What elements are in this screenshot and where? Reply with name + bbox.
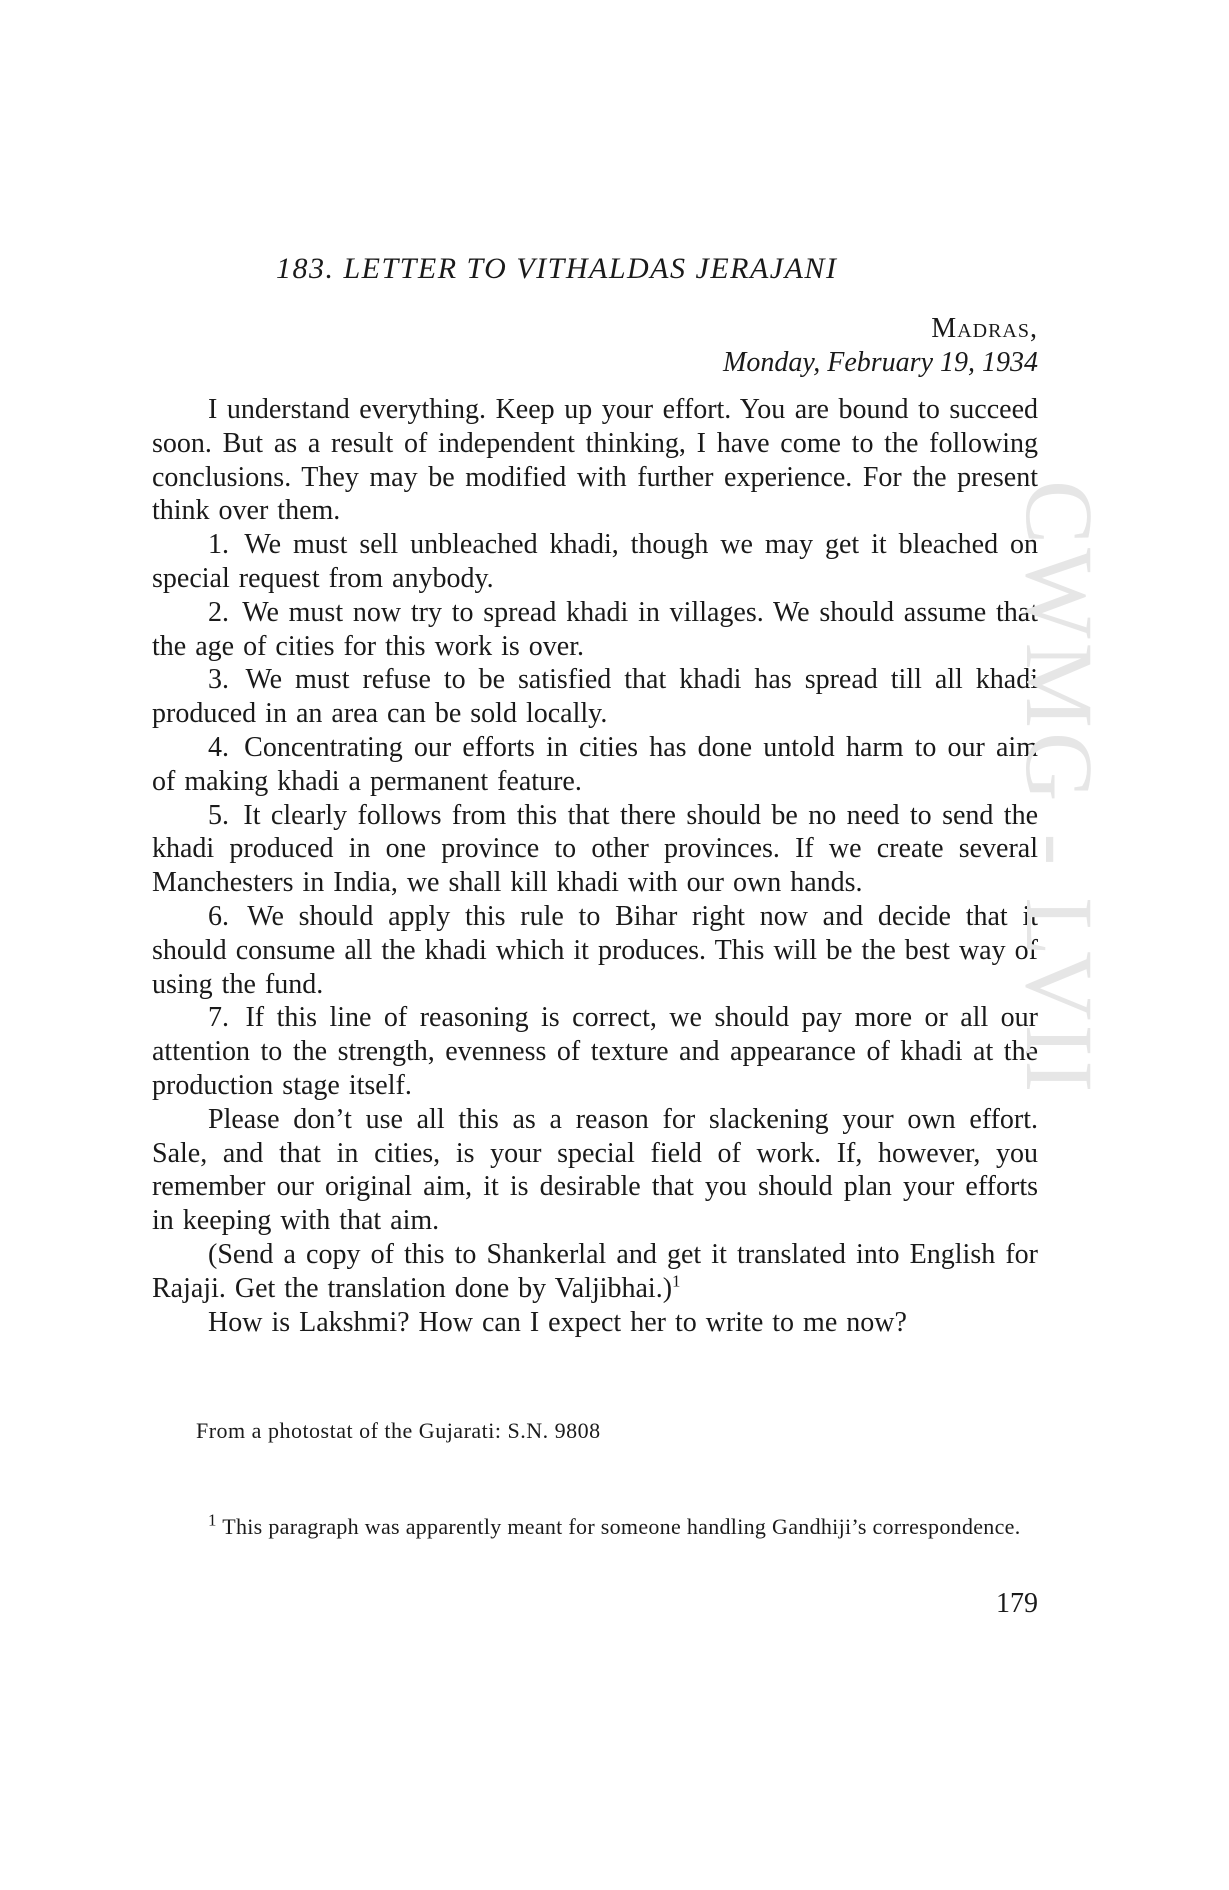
point-number: 6.	[208, 900, 229, 932]
point-number: 3.	[208, 664, 229, 696]
paragraph-caution: Please don’t use all this as a reason for slackening your own effort. Sale, and that in cities, is your special field of work. If, however, you remember our original aim, it is desirable that you should plan your efforts in keeping with that aim.	[152, 1103, 1038, 1237]
point-2	[152, 596, 1038, 664]
point-4	[152, 731, 1038, 799]
paragraph-translation-note	[152, 1238, 1038, 1306]
point-text: If this line of reasoning is correct, we should pay more or all our attention to the strength, evenness of texture and appearance of khadi at the production stage itself.	[152, 1002, 1039, 1101]
point-6	[152, 900, 1038, 1001]
point-number: 4.	[208, 731, 229, 763]
date: Monday, February 19, 1934	[723, 347, 1038, 378]
point-text: We must refuse to be satisfied that khadi has spread till all khadi produced in an area can be sold locally.	[152, 664, 1038, 730]
point-number: 5.	[208, 799, 229, 831]
page-number: 179	[996, 1588, 1038, 1619]
footnote-mark: 1	[208, 1510, 217, 1530]
point-3	[152, 663, 1038, 731]
point-text: Concentrating our efforts in cities has done untold harm to our aim of making khadi a permanent feature.	[152, 731, 1038, 797]
point-7	[152, 1001, 1038, 1102]
paragraph-text: (Send a copy of this to Shankerlal and get it translated into English for Rajaji. Get the translation done by Valjibhai.)	[152, 1238, 1038, 1304]
point-number: 1.	[208, 529, 229, 561]
watermark	[1006, 480, 1113, 1410]
place: Madras,	[931, 313, 1038, 344]
footnote-text: This paragraph was apparently meant for someone handling Gandhiji’s correspondence.	[222, 1514, 1021, 1539]
paragraph-intro: I understand everything. Keep up your effort. You are bound to succeed soon. But as a result of independent thinking, I have come to the following conclusions. They may be modified with further experience. For the present think over them.	[152, 394, 1038, 527]
paragraph-closing: How is Lakshmi? How can I expect her to write to me now?	[208, 1306, 907, 1338]
point-1	[152, 528, 1038, 596]
footnote	[152, 1512, 1038, 1541]
document-page	[152, 0, 1038, 1890]
watermark-text: CWMG - LVII	[1006, 480, 1113, 1097]
point-5	[152, 799, 1038, 900]
letter-heading: 183. LETTER TO VITHALDAS JERAJANI	[276, 252, 838, 285]
point-number: 7.	[208, 1002, 229, 1034]
dateline	[723, 312, 1038, 380]
point-text: We must sell unbleached khadi, though we may get it bleached on special request from anybody.	[152, 529, 1039, 594]
point-text: It clearly follows from this that there should be no need to send the khadi produced in one province to other provinces. If we create several Manchesters in India, we shall kill khadi with our own hands.	[152, 799, 1038, 899]
source-note: From a photostat of the Gujarati: S.N. 9808	[196, 1418, 601, 1443]
point-number: 2.	[208, 596, 229, 628]
letter-body	[152, 393, 1038, 1339]
footnote-reference: 1	[672, 1271, 681, 1291]
point-text: We should apply this rule to Bihar right now and decide that it should consume all the khadi which it produces. This will be the best way of using the fund.	[152, 900, 1039, 1000]
point-text: We must now try to spread khadi in villages. We should assume that the age of cities for this work is over.	[152, 596, 1038, 662]
